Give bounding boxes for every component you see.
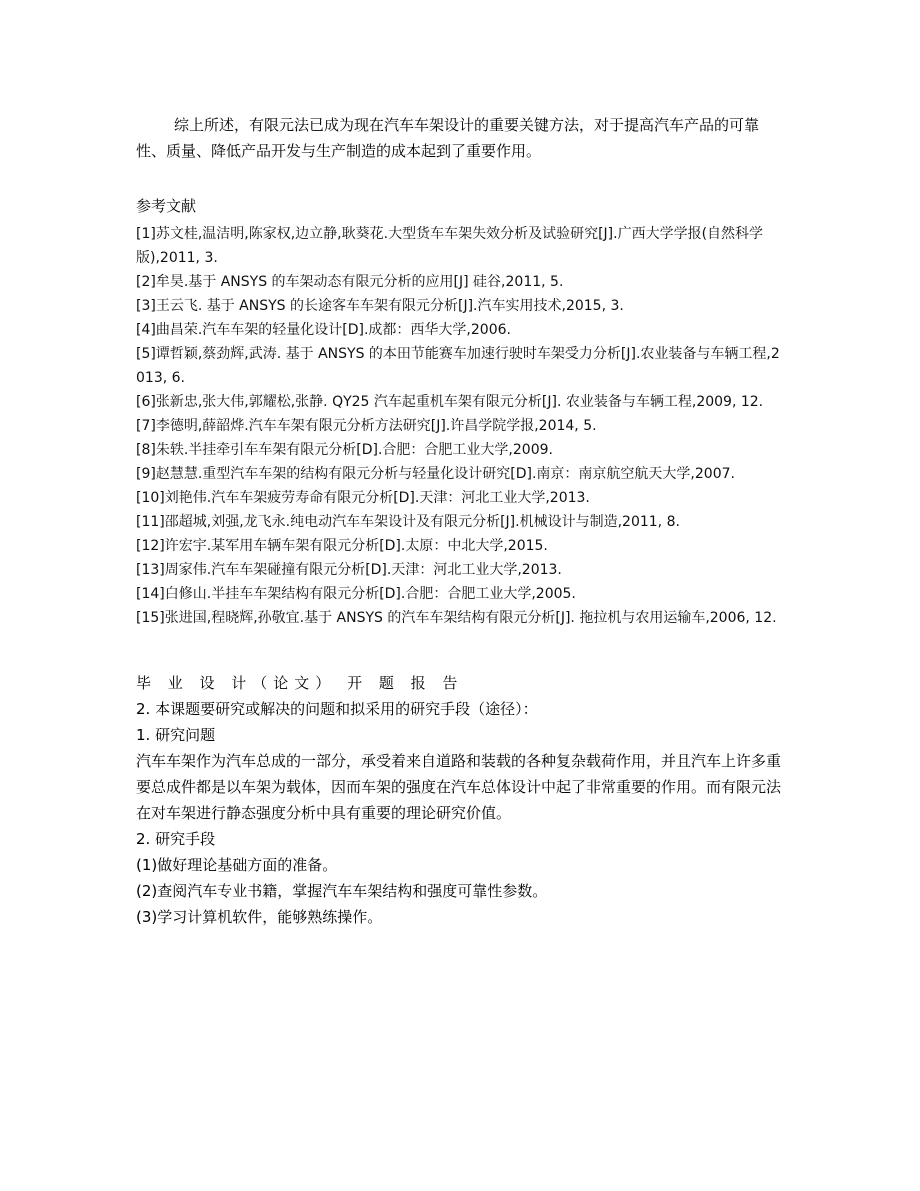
reference-item: [15]张进国,程晓辉,孙敬宜.基于 ANSYS 的汽车车架结构有限元分析[J]. 拖拉机与农用运输车,2006, 12. xyxy=(136,610,777,626)
reference-item: [11]邵超城,刘强,龙飞永.纯电动汽车车架设计及有限元分析[J].机械设计与制造,2011, 8. xyxy=(136,514,680,530)
reference-item: [12]许宏宇.某军用车辆车架有限元分析[D].太原：中北大学,2015. xyxy=(136,538,548,554)
reference-item: [8]朱轶.半挂牵引车车架有限元分析[D].合肥：合肥工业大学,2009. xyxy=(136,442,553,458)
reference-item: [6]张新忠,张大伟,郭耀松,张静. QY25 汽车起重机车架有限元分析[J]. 农业装备与车辆工程,2009, 12. xyxy=(136,394,764,410)
report-title: 毕 业 设 计（论文） 开 题 报 告 xyxy=(136,674,464,692)
reference-item: [10]刘艳伟.汽车车架疲劳寿命有限元分析[D].天津：河北工业大学,2013. xyxy=(136,490,590,506)
method-item: (2)查阅汽车专业书籍，掌握汽车车架结构和强度可靠性参数。 xyxy=(136,882,548,900)
question-heading: 2. 本课题要研究或解决的问题和拟采用的研究手段（途径）： xyxy=(136,700,538,718)
references-title: 参考文献 xyxy=(136,197,197,215)
reference-item: [13]周家伟.汽车车架碰撞有限元分析[D].天津：河北工业大学,2013. xyxy=(136,562,562,578)
document-page xyxy=(136,112,786,930)
spacer xyxy=(136,164,786,186)
summary-paragraph: 综上所述，有限元法已成为现在汽车车架设计的重要关键方法，对于提高汽车产品的可靠性、质量、降低产品开发与生产制造的成本起到了重要作用。 xyxy=(136,116,760,160)
problem-paragraph: 汽车车架作为汽车总成的一部分，承受着来自道路和装载的各种复杂载荷作用，并且汽车上许多重要总成件都是以车架为载体，因而车架的强度在汽车总体设计中起了非常重要的作用。而有限元法在对车架进行静态强度分析中具有重要的理论研究价值。 xyxy=(136,752,782,822)
references-list xyxy=(136,222,786,630)
reference-item: [3]王云飞. 基于 ANSYS 的长途客车车架有限元分析[J].汽车实用技术,2015, 3. xyxy=(136,298,624,314)
method-heading: 2. 研究手段 xyxy=(136,830,216,848)
spacer xyxy=(136,630,786,670)
reference-item: [2]牟昊.基于 ANSYS 的车架动态有限元分析的应用[J] 硅谷,2011, 5. xyxy=(136,274,564,290)
reference-item: [4]曲昌荣.汽车车架的轻量化设计[D].成都：西华大学,2006. xyxy=(136,322,511,338)
problem-heading: 1. 研究问题 xyxy=(136,726,216,744)
method-item: (1)做好理论基础方面的准备。 xyxy=(136,856,338,874)
method-item: (3)学习计算机软件，能够熟练操作。 xyxy=(136,908,383,926)
reference-item: [5]谭哲颖,蔡劲辉,武涛. 基于 ANSYS 的本田节能赛车加速行驶时车架受力分析[J].农业装备与车辆工程,2013, 6. xyxy=(136,346,780,386)
reference-item: [1]苏文桂,温洁明,陈家权,边立静,耿葵花.大型货车车架失效分析及试验研究[J].广西大学学报(自然科学版),2011, 3. xyxy=(136,226,764,266)
reference-item: [14]白修山.半挂车车架结构有限元分析[D].合肥：合肥工业大学,2005. xyxy=(136,586,576,602)
reference-item: [7]李德明,薛韶烨.汽车车架有限元分析方法研究[J].许昌学院学报,2014, 5. xyxy=(136,418,597,434)
reference-item: [9]赵慧慧.重型汽车车架的结构有限元分析与轻量化设计研究[D].南京：南京航空航天大学,2007. xyxy=(136,466,735,482)
